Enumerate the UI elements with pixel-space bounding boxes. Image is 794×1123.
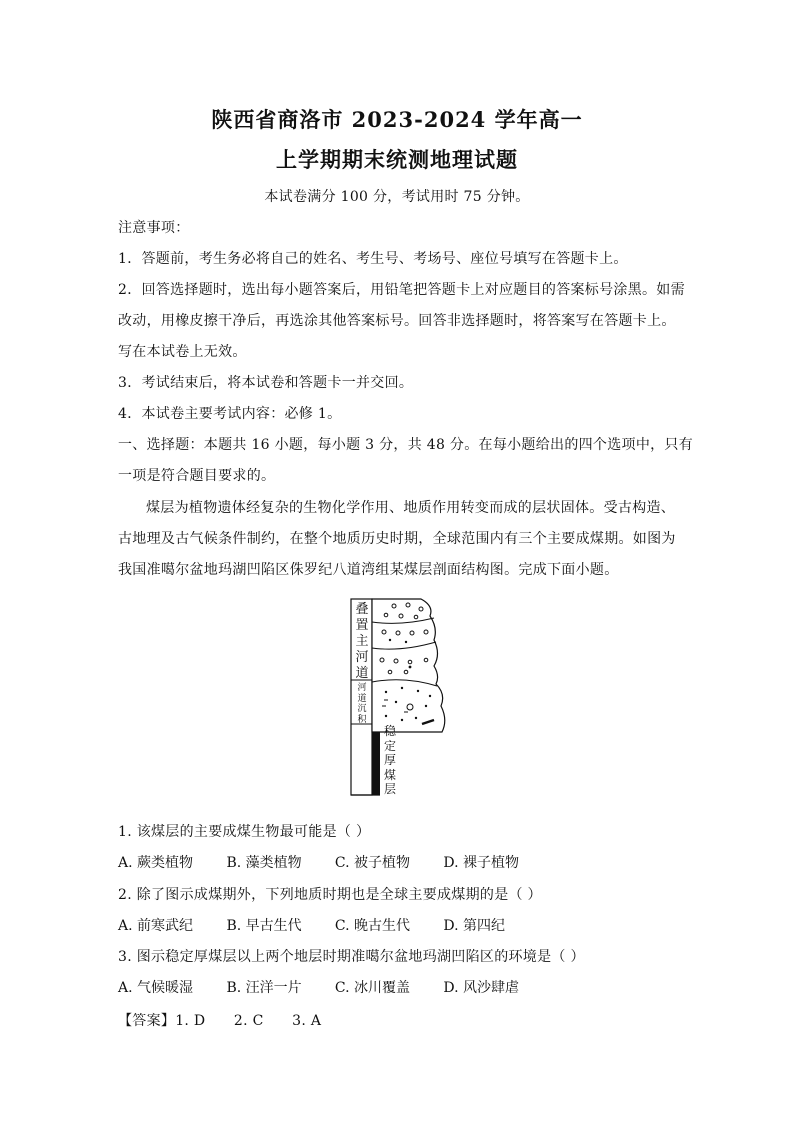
label-stacked-channel	[353, 602, 371, 682]
option-b[interactable]: B. 早古生代	[226, 918, 302, 934]
exam-subtitle: 本试卷满分 100 分，考试用时 75 分钟。	[264, 189, 530, 205]
option-a[interactable]: A. 气候暖湿	[118, 980, 194, 996]
answer-label: 【答案】	[118, 1013, 176, 1029]
title-line-1: 陕西省商洛市 2023-2024 学年高一	[211, 107, 583, 132]
question-1-stem: 1. 该煤层的主要成煤生物最可能是（ ）	[118, 824, 371, 840]
section-instruction-line-1: 一、选择题：本题共 16 小题，每小题 3 分，共 48 分。在每小题给出的四个选项中，只有	[118, 437, 694, 453]
label-char: 置	[355, 618, 369, 633]
question-2-options	[118, 915, 547, 935]
option-d[interactable]: D. 第四纪	[443, 918, 505, 934]
label-char: 积	[357, 714, 367, 725]
note-2-line-3: 写在本试卷上无效。	[118, 344, 247, 360]
label-char: 煤	[383, 767, 396, 782]
question-3-options	[118, 977, 547, 997]
label-char: 道	[357, 693, 367, 704]
note-1: 1．答题前，考生务必将自己的姓名、考生号、考场号、座位号填写在答题卡上。	[118, 251, 628, 267]
label-char: 沉	[357, 704, 367, 714]
question-1-options	[118, 852, 547, 872]
thick-coal-seam-band	[372, 732, 380, 795]
section-instruction-line-2: 一项是符合题目要求的。	[118, 468, 276, 484]
label-char: 叠	[355, 602, 369, 617]
option-c[interactable]: C. 被子植物	[334, 855, 411, 871]
option-b[interactable]: B. 汪洋一片	[226, 980, 302, 996]
option-c[interactable]: C. 冰川覆盖	[334, 980, 411, 996]
label-char: 稳	[383, 724, 396, 738]
label-stable-thick-coal	[382, 724, 398, 797]
label-char: 河	[357, 683, 367, 693]
label-char: 河	[355, 650, 369, 665]
note-4: 4．本试卷主要考试内容：必修 1。	[118, 406, 342, 422]
question-3-stem: 3. 图示稳定厚煤层以上两个地层时期准噶尔盆地玛湖凹陷区的环境是（ ）	[118, 949, 585, 965]
passage-line-3: 我国准噶尔盆地玛湖凹陷区侏罗纪八道湾组某煤层剖面结构图。完成下面小题。	[118, 562, 619, 578]
note-2-line-2: 改动，用橡皮擦干净后，再选涂其他答案标号。回答非选择题时，将答案写在答题卡上。	[118, 313, 676, 329]
note-2-line-1: 2．回答选择题时，选出每小题答案后，用铅笔把答题卡上对应题目的答案标号涂黑。如需	[118, 282, 685, 298]
label-channel-deposit	[354, 683, 370, 725]
notes-heading: 注意事项：	[118, 220, 190, 236]
label-char: 道	[355, 666, 369, 681]
option-a[interactable]: A. 前寒武纪	[118, 918, 194, 934]
answer-values: 1. D 2. C 3. A	[175, 1013, 322, 1029]
label-char: 层	[383, 782, 396, 796]
note-3: 3．考试结束后，将本试卷和答题卡一并交回。	[118, 375, 414, 391]
option-b[interactable]: B. 藻类植物	[226, 855, 302, 871]
passage-line-2: 古地理及古气候条件制约，在整个地质历史时期，全球范围内有三个主要成煤期。如图为	[118, 531, 676, 547]
coal-seam-profile-figure	[346, 596, 446, 800]
answer-line	[118, 1010, 321, 1030]
label-char: 厚	[383, 753, 396, 767]
question-2-stem: 2. 除了图示成煤期外，下列地质时期也是全球主要成煤期的是（ ）	[118, 887, 542, 903]
label-char: 主	[355, 634, 369, 649]
title-line-2: 上学期期末统测地理试题	[276, 147, 518, 172]
option-d[interactable]: D. 裸子植物	[443, 855, 519, 871]
option-d[interactable]: D. 风沙肆虐	[443, 980, 519, 996]
passage-line-1: 煤层为植物遗体经复杂的生物化学作用、地质作用转变而成的层状固体。受古构造、	[146, 500, 676, 516]
option-a[interactable]: A. 蕨类植物	[118, 855, 194, 871]
label-char: 定	[383, 738, 396, 753]
option-c[interactable]: C. 晚古生代	[334, 918, 411, 934]
sediment-column-outline	[372, 599, 445, 732]
